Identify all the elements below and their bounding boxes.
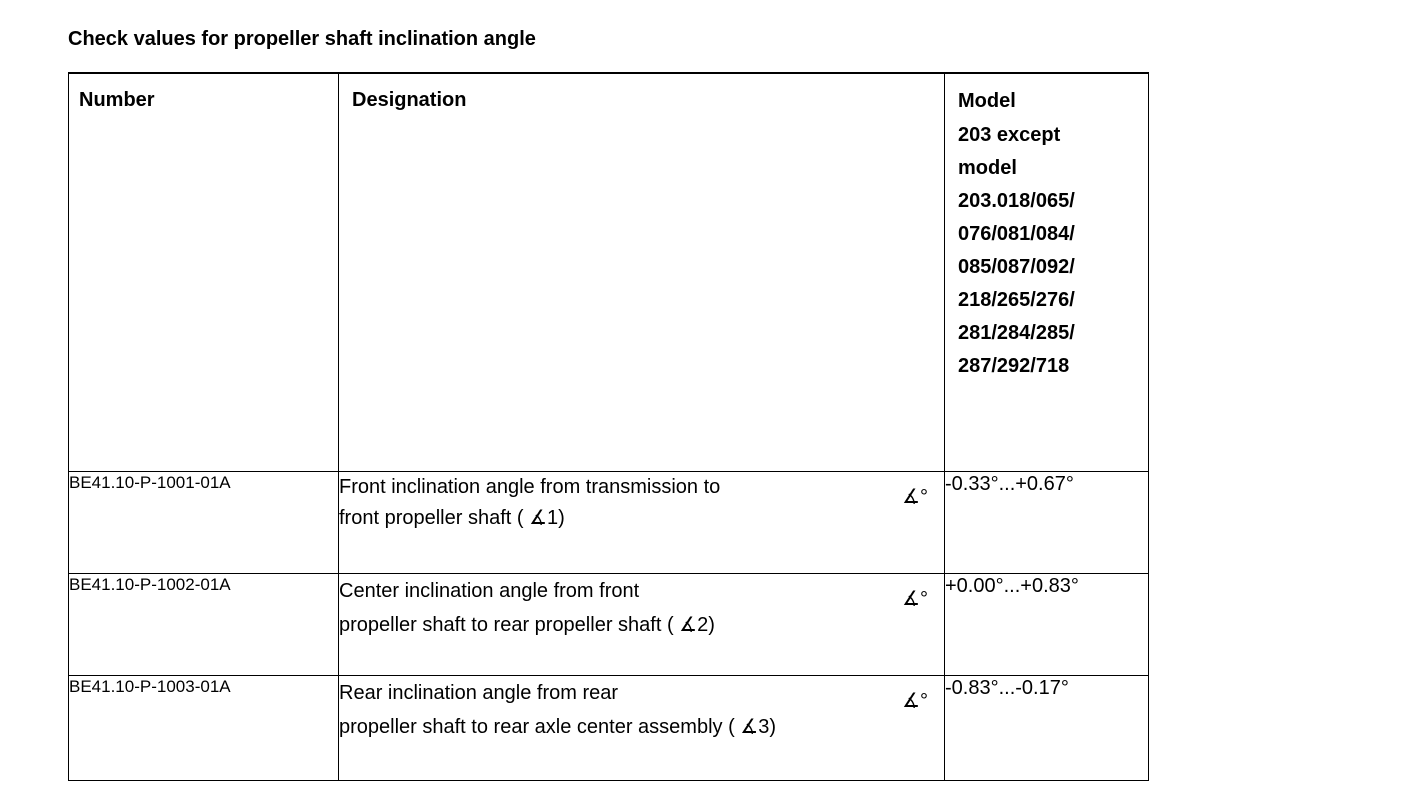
table-row [69,472,1149,574]
angle-unit-icon: ∡° [902,486,928,508]
table-row [69,574,1149,676]
model-line: 203 except [958,124,1061,146]
check-values-table [68,72,1149,781]
header-designation-label: Designation [352,89,467,111]
row-designation [339,472,945,574]
row-number: BE41.10-P-1002-01A [69,574,339,676]
header-model [945,73,1149,472]
header-model-label [945,74,1148,383]
header-designation [339,73,945,472]
header-number-label: Number [79,89,155,111]
designation-line: Front inclination angle from transmission to [339,476,721,498]
angle-unit-icon: ∡° [902,690,928,712]
row-value: +0.00°...+0.83° [945,574,1149,676]
designation-line: front propeller shaft ( ∡1) [339,507,565,529]
model-line: 085/087/092/ [958,256,1075,278]
row-number: BE41.10-P-1001-01A [69,472,339,574]
designation-line: propeller shaft to rear propeller shaft ( ∡2) [339,614,715,636]
designation-line: Center inclination angle from front [339,580,640,602]
model-line: model [958,157,1017,179]
table-header-row [69,73,1149,472]
angle-unit-icon: ∡° [902,588,928,610]
model-line: 076/081/084/ [958,223,1075,245]
row-designation [339,676,945,781]
designation-line: Rear inclination angle from rear [339,682,619,704]
model-line: Model [958,90,1016,112]
model-line: 218/265/276/ [958,289,1075,311]
model-line: 203.018/065/ [958,190,1075,212]
header-number [69,73,339,472]
table-row [69,676,1149,781]
row-number: BE41.10-P-1003-01A [69,676,339,781]
row-designation [339,574,945,676]
designation-line: propeller shaft to rear axle center assembly ( ∡3) [339,716,777,738]
row-value: -0.83°...-0.17° [945,676,1149,781]
model-line: 287/292/718 [958,355,1070,377]
model-line: 281/284/285/ [958,322,1075,344]
page-title: Check values for propeller shaft inclination angle [68,28,536,50]
row-value: -0.33°...+0.67° [945,472,1149,574]
